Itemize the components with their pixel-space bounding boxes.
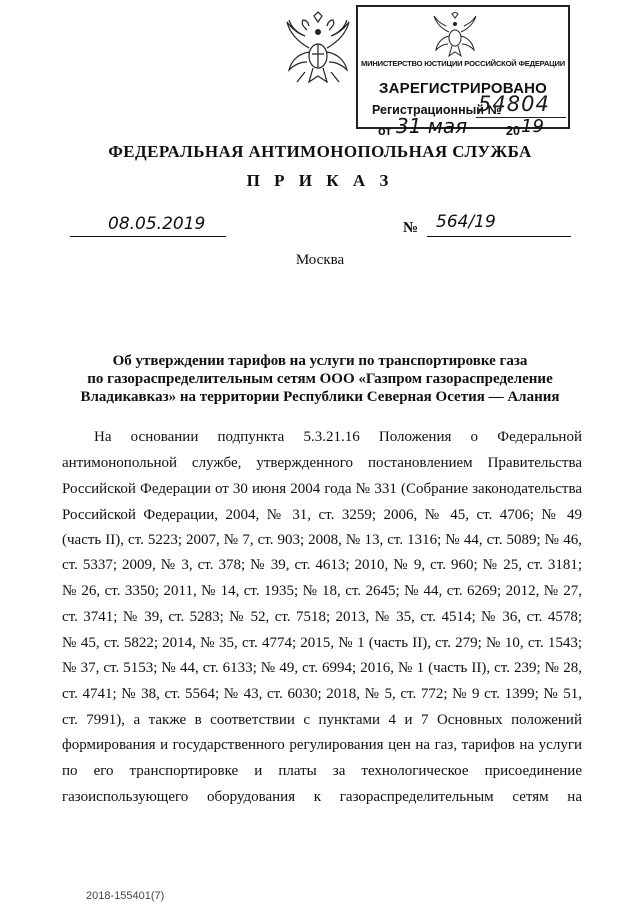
body-line: (часть II), ст. 5223; 2007, № 7, ст. 903; 2008, № 13, ст. 1316; № 44, ст. 5089; № 46, [62, 532, 582, 548]
stamp-regnum-label: Регистрационный № [372, 103, 502, 117]
stamp-registered: ЗАРЕГИСТРИРОВАНО [378, 80, 548, 97]
agency-name: ФЕДЕРАЛЬНАЯ АНТИМОНОПОЛЬНАЯ СЛУЖБА [108, 142, 532, 161]
body-line: № 45, ст. 5822; 2014, № 35, ст. 4774; 2015, № 1 (часть II), ст. 279; № 10, ст. 1543; [62, 635, 582, 651]
body-line: Российской Федерации, 2004, № 31, ст. 3259; 2006, № 45, ст. 4706; № 49 [62, 507, 582, 523]
stamp-ministry: МИНИСТЕРСТВО ЮСТИЦИИ РОССИЙСКОЙ ФЕДЕРАЦИИ [360, 59, 566, 68]
body-line: ст. 7991), а также в соответствии с пунктами 4 и 7 Основных положений [62, 712, 582, 728]
body-line: № 37, ст. 5153; № 44, ст. 6133; № 49, ст. 6994; 2016, № 1 (часть II), ст. 239; № 28, [62, 660, 582, 676]
stamp-year-value: 19 [521, 116, 544, 137]
body-line: газоиспользующего оборудования к газораспределительным сетям на [62, 789, 582, 805]
order-title: П Р И К А З [246, 171, 394, 190]
subject-line: по газораспределительным сетям ООО «Газпром газораспределение [87, 371, 553, 387]
order-date-underline [70, 236, 226, 237]
order-number-underline [427, 236, 571, 237]
footer-document-code: 2018-155401(7) [86, 890, 165, 902]
russian-eagle-emblem-icon [283, 10, 353, 102]
stamp-date-value: 31 мая [396, 114, 468, 138]
body-line: ст. 3741; № 39, ст. 5283; № 52, ст. 7518; 2013, № 35, ст. 4514; № 36, ст. 4578; [62, 609, 582, 625]
body-line: формирования и государственного регулирования цен на газ, тарифов на услуги [62, 737, 582, 753]
body-line: ст. 5337; 2009, № 3, ст. 378; № 39, ст. 4613; 2010, № 9, ст. 960; № 25, ст. 3181; [62, 557, 582, 573]
body-line: № 26, ст. 3350; 2011, № 14, ст. 1935; № 18, ст. 2645; № 44, ст. 6269; 2012, № 27, [62, 583, 582, 599]
order-number-label: № [403, 220, 419, 236]
body-line: На основании подпункта 5.3.21.16 Положения о Федеральной [94, 429, 582, 445]
city: Москва [295, 252, 345, 268]
subject-line: Владикавказ» на территории Республики Северная Осетия — Алания [80, 389, 560, 405]
stamp-eagle-emblem-icon [432, 12, 478, 60]
order-subject [60, 352, 580, 406]
body-line: Российской Федерации от 30 июня 2004 года № 331 (Собрание законодательства [62, 481, 582, 497]
body-line: по его транспортировке и платы за технологическое присоединение [62, 763, 582, 779]
order-number: 564/19 [436, 212, 496, 232]
stamp-date-prefix: от [378, 124, 392, 138]
stamp-regnum-value: 54804 [478, 92, 550, 116]
stamp-year-prefix: 20 [506, 124, 520, 138]
body-line: ст. 4741; № 38, ст. 5564; № 43, ст. 6030; 2018, № 5, ст. 772; № 9 ст. 1399; № 51, [62, 686, 582, 702]
subject-line: Об утверждении тарифов на услуги по транспортировке газа [112, 353, 528, 369]
order-date: 08.05.2019 [108, 214, 206, 234]
body-line: антимонопольной службе, утвержденного постановлением Правительства [62, 455, 582, 471]
